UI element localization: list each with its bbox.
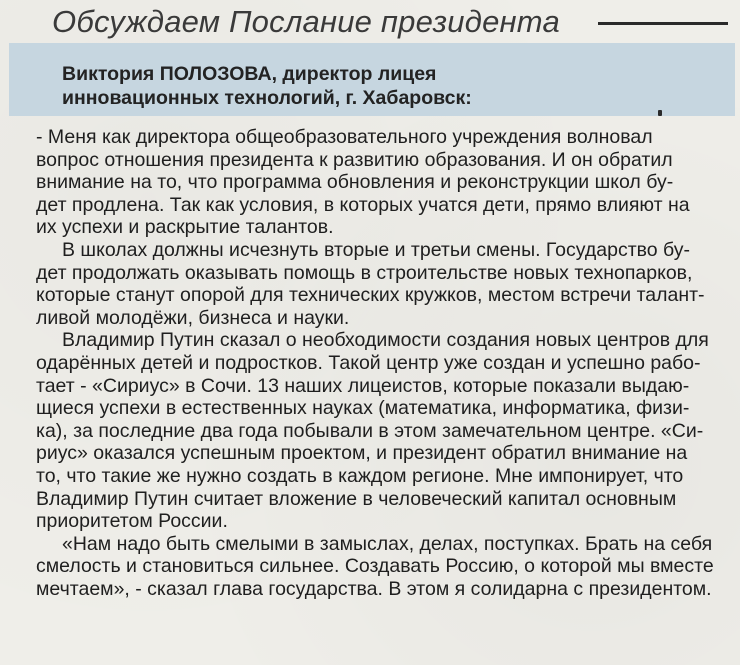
article-line: вопрос отношения президента к развитию образования. И он обратил bbox=[36, 148, 673, 171]
article-line: риус» оказался успешным проектом, и президент обратил внимание на bbox=[36, 442, 688, 465]
article-line: их успехи и раскрытие талантов. bbox=[36, 216, 334, 239]
print-speck bbox=[658, 110, 662, 116]
article-line: которые станут опорой для технических кружков, местом встречи талант- bbox=[36, 284, 705, 307]
byline-line-2: инновационных технологий, г. Хабаровск: bbox=[62, 87, 472, 109]
article-line: тает - «Сириус» в Сочи. 13 наших лицеистов, которые показали выдаю- bbox=[36, 374, 690, 397]
article-line: щиеся успехи в естественных науках (математика, информатика, физи- bbox=[36, 397, 690, 420]
article-line: - Меня как директора общеобразовательного учреждения волновал bbox=[36, 126, 653, 148]
article-line: мечтаем», - сказал глава государства. В этом я солидарна с президентом. bbox=[36, 577, 712, 600]
article-line: приоритетом России. bbox=[36, 510, 228, 533]
byline-line-1: Виктория ПОЛОЗОВА, директор лицея bbox=[62, 63, 437, 85]
article-line: одарённых детей и подростков. Такой центр уже создан и успешно рабо- bbox=[36, 351, 701, 374]
rubric-title: Обсуждаем Послание президента bbox=[52, 4, 560, 39]
article-line: «Нам надо быть смелыми в замыслах, делах, поступках. Брать на себя bbox=[62, 532, 713, 555]
article-body bbox=[36, 126, 736, 600]
article-line: дет продлена. Так как условия, в которых учатся дети, прямо влияют на bbox=[36, 193, 690, 216]
article-line: дет продолжать оказывать помощь в строительстве новых технопарков, bbox=[36, 261, 693, 284]
article-line: внимание на то, что программа обновления и реконструкции школ бу- bbox=[36, 171, 674, 194]
article-line: то, что такие же нужно создать в каждом регионе. Мне импонирует, что bbox=[36, 464, 684, 487]
article-line: ливой молодёжи, бизнеса и науки. bbox=[36, 306, 350, 329]
article-line: В школах должны исчезнуть вторые и третьи смены. Государство бу- bbox=[62, 238, 691, 261]
author-byline bbox=[62, 62, 622, 110]
article-line: ка), за последние два года побывали в этом замечательном центре. «Си- bbox=[36, 419, 704, 442]
article-line: Владимир Путин считает вложение в человеческий капитал основным bbox=[36, 487, 677, 510]
article-line: Владимир Путин сказал о необходимости создания новых центров для bbox=[62, 329, 709, 352]
rubric-rule bbox=[598, 22, 728, 25]
article-line: смелость и становиться сильнее. Создавать Россию, о которой мы вместе bbox=[36, 555, 714, 578]
